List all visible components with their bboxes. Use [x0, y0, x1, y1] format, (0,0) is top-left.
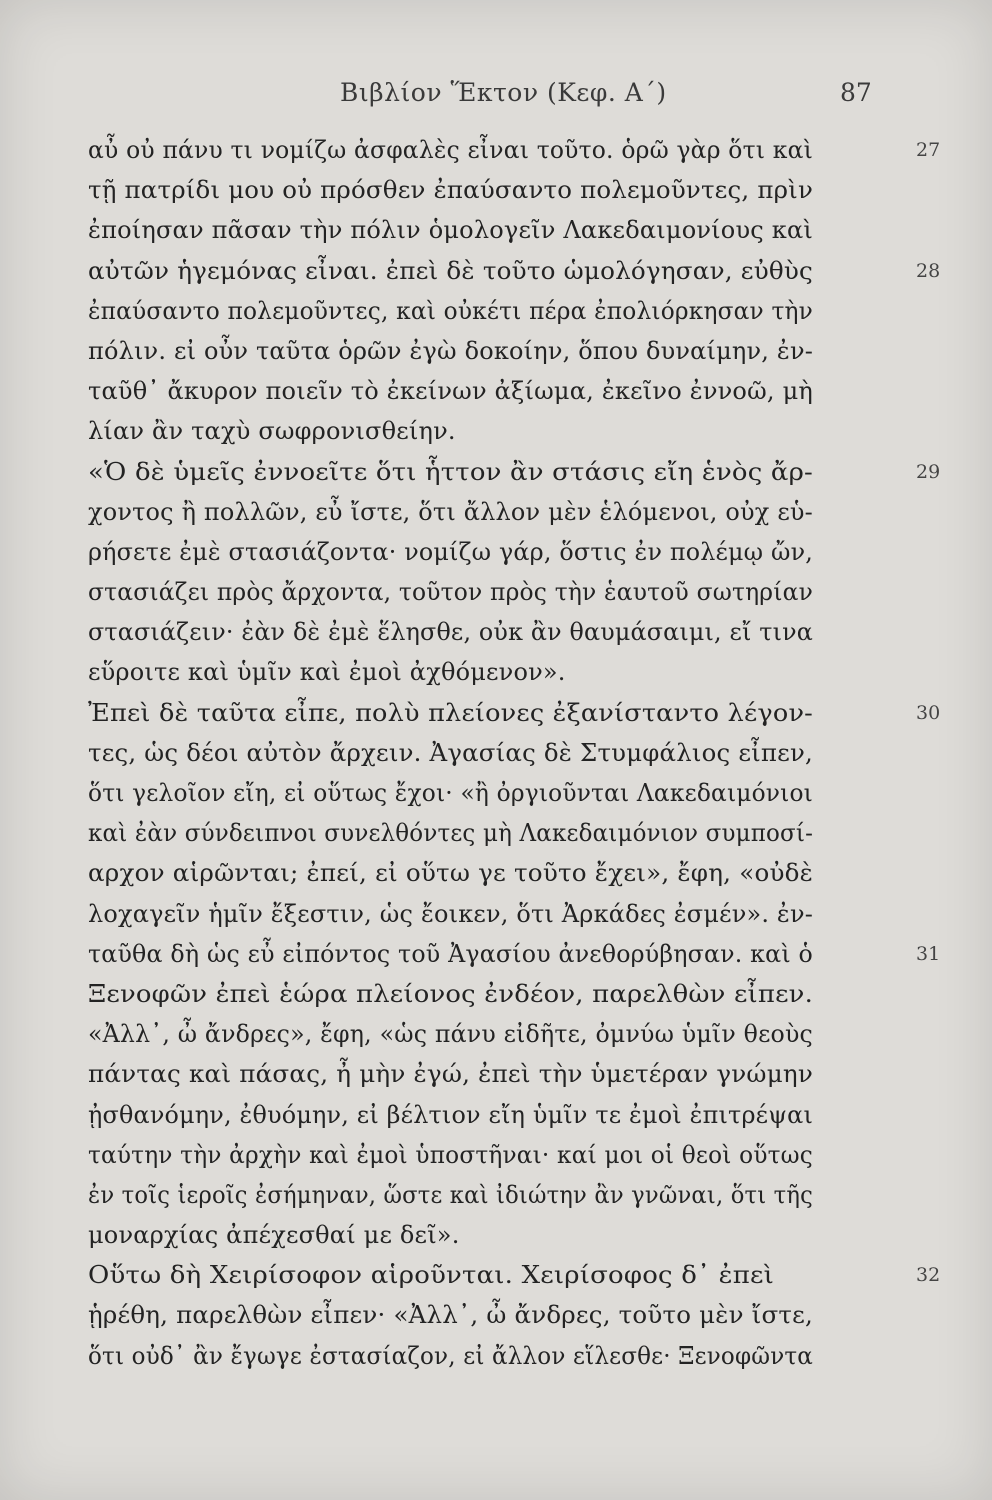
- text-line: ἐν τοῖς ἱεροῖς ἐσήμηναν, ὥστε καὶ ἰδιώτην ἂν γνῶναι, ὅτι τῆς: [88, 1180, 813, 1209]
- text-line: αὖ οὐ πάνυ τι νομίζω ἀσφαλὲς εἶναι τοῦτο. ὁρῶ γὰρ ὅτι καὶ 27: [88, 130, 908, 170]
- text-line: ταύτην τὴν ἀρχὴν καὶ ἐμοὶ ὑποστῆναι· καί μοι οἱ θεοὶ οὕτως: [88, 1140, 813, 1169]
- text-line: Ἐπεὶ δὲ ταῦτα εἶπε, πολὺ πλείονες ἐξανίσταντο λέγον- 30: [88, 693, 908, 733]
- text-line: ᾑρέθη, παρελθὼν εἶπεν· «Ἀλλ᾽, ὦ ἄνδρες, τοῦτο μὲν ἴστε,: [88, 1301, 813, 1330]
- section-number: 28: [916, 259, 941, 282]
- text-line: ρήσετε ἐμὲ στασιάζοντα· νομίζω γάρ, ὅστις ἐν πολέμῳ ὤν,: [88, 537, 814, 566]
- text-line: «Ἀλλ᾽, ὦ ἄνδρες», ἔφη, «ὡς πάνυ εἰδῆτε, ὀμνύω ὑμῖν θεοὺς: [88, 1020, 813, 1049]
- text-line: ὅτι οὐδ᾽ ἂν ἔγωγε ἐστασίαζον, εἰ ἄλλον εἵλεσθε· Ξενοφῶντα: [88, 1341, 814, 1370]
- section-number: 32: [916, 1264, 941, 1287]
- section-number: 27: [916, 139, 941, 161]
- text-line: λοχαγεῖν ἡμῖν ἔξεστιν, ὡς ἔοικεν, ὅτι Ἀρκάδες ἐσμέν». ἐν-: [88, 899, 814, 928]
- text-line: στασιάζει πρὸς ἄρχοντα, τοῦτον πρὸς τὴν ἑαυτοῦ σωτηρίαν: [88, 578, 813, 607]
- body-text: [88, 130, 941, 1376]
- text-line: τῇ πατρίδι μου οὐ πρόσθεν ἐπαύσαντο πολεμοῦντες, πρὶν: [88, 176, 814, 205]
- running-head: Βιβλίον Ἕκτον (Κεφ. Α΄): [340, 78, 667, 107]
- section-number: 31: [916, 942, 941, 965]
- text-line: πάντας καὶ πάσας, ἦ μὴν ἐγώ, ἐπεὶ τὴν ὑμετέραν γνώμην: [88, 1060, 813, 1089]
- text-line: τες, ὡς δέοι αὐτὸν ἄρχειν. Ἀγασίας δὲ Στυμφάλιος εἶπεν,: [88, 738, 813, 767]
- section-number: 30: [916, 701, 941, 724]
- text-line: ταῦθ᾽ ἄκυρον ποιεῖν τὸ ἐκείνων ἀξίωμα, ἐκεῖνο ἐννοῶ, μὴ: [88, 377, 814, 406]
- text-line: ἐποίησαν πᾶσαν τὴν πόλιν ὁμολογεῖν Λακεδαιμονίους καὶ: [88, 216, 813, 245]
- text-line: ᾐσθανόμην, ἐθυόμην, εἰ βέλτιον εἴη ὑμῖν τε ἐμοὶ ἐπιτρέψαι: [88, 1100, 813, 1129]
- text-line: μοναρχίας ἀπέχεσθαί με δεῖ».: [88, 1221, 460, 1250]
- text-line: καὶ ἐὰν σύνδειπνοι συνελθόντες μὴ Λακεδαιμόνιον συμποσί-: [88, 819, 814, 848]
- text-line: ἐπαύσαντο πολεμοῦντες, καὶ οὐκέτι πέρα ἐπολιόρκησαν τὴν: [88, 296, 813, 325]
- section-number: 29: [916, 460, 941, 483]
- text-line: λίαν ἂν ταχὺ σωφρονισθείην.: [88, 417, 456, 446]
- text-line: στασιάζειν· ἐὰν δὲ ἐμὲ ἕλησθε, οὐκ ἂν θαυμάσαιμι, εἴ τινα: [88, 618, 814, 647]
- text-line: χοντος ἢ πολλῶν, εὖ ἴστε, ὅτι ἄλλον μὲν ἑλόμενοι, οὐχ εὑ-: [88, 497, 813, 526]
- page-number: 87: [840, 78, 872, 107]
- text-line: «Ὁ δὲ ὑμεῖς ἐννοεῖτε ὅτι ἧττον ἂν στάσις εἴη ἑνὸς ἄρ- 29: [88, 452, 908, 492]
- text-line: ταῦθα δὴ ὡς εὖ εἰπόντος τοῦ Ἀγασίου ἀνεθορύβησαν. καὶ ὁ 31: [88, 934, 908, 974]
- page-header: [0, 78, 992, 118]
- text-line: αρχον αἱρῶνται; ἐπεί, εἰ οὕτω γε τοῦτο ἔχει», ἔφη, «οὐδὲ: [88, 859, 814, 888]
- text-line: Ξενοφῶν ἐπεὶ ἑώρα πλείονος ἐνδέον, παρελθὼν εἶπεν.: [88, 979, 814, 1008]
- text-line: αὐτῶν ἡγεμόνας εἶναι. ἐπεὶ δὲ τοῦτο ὡμολόγησαν, εὐθὺς 28: [88, 251, 908, 291]
- text-line: πόλιν. εἰ οὖν ταῦτα ὁρῶν ἐγὼ δοκοίην, ὅπου δυναίμην, ἐν-: [88, 336, 814, 365]
- text-line: εὕροιτε καὶ ὑμῖν καὶ ἐμοὶ ἀχθόμενον».: [88, 658, 566, 687]
- text-line: Οὕτω δὴ Χειρίσοφον αἱροῦνται. Χειρίσοφος δ᾽ ἐπεὶ 32: [88, 1255, 908, 1295]
- text-line: ὅτι γελοῖον εἴη, εἰ οὕτως ἔχοι· «ἢ ὀργιοῦνται Λακεδαιμόνιοι: [88, 779, 813, 807]
